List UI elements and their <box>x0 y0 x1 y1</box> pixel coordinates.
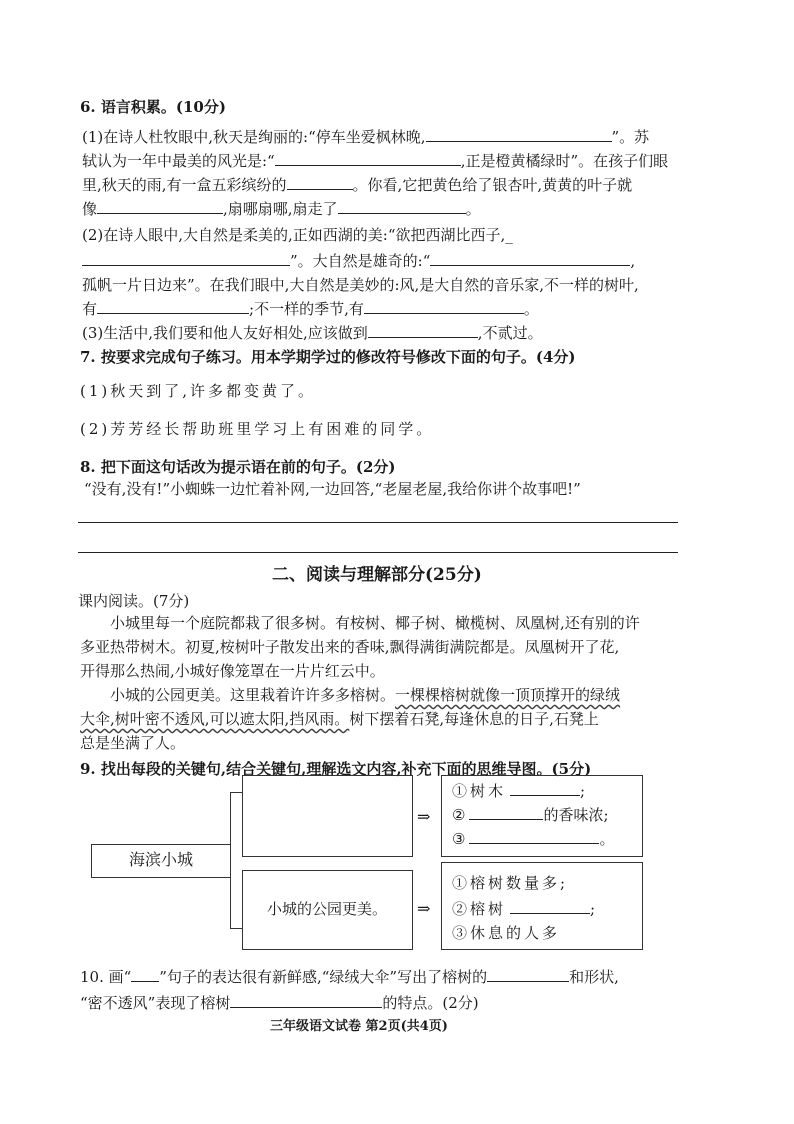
q6-line7: 孤帆一片日边来”。在我们眼中,大自然是美妙的:风,是大自然的音乐家,不一样的树叶, <box>82 276 639 294</box>
passage-p1-line1: 小城里每一个庭院都栽了很多树。有桉树、椰子树、橄榄树、凤凰树,还有别的许 <box>110 614 640 632</box>
q8-title: 8. 把下面这句话改为提示语在前的句子。(2分) <box>80 458 396 476</box>
connector-bottom <box>230 928 242 929</box>
detail-bottom-3: ③休息的人多 <box>452 924 561 942</box>
passage-p2-line2: 大伞,树叶密不透风,可以遮太阳,挡风雨。树下摆着石凳,每逢休息的日子,石凳上 <box>80 710 599 728</box>
wavy-underlined-sentence: 一棵棵榕树就像一顶顶撑开的绿绒 <box>395 686 621 704</box>
q7-sentence-1: (1)秋天到了,许多都变黄了。 <box>80 382 317 400</box>
answer-blank[interactable] <box>230 993 382 1008</box>
q6-title: 6. 语言积累。(10分) <box>80 98 226 116</box>
answer-blank[interactable] <box>338 199 466 214</box>
answer-blank[interactable] <box>510 781 580 796</box>
q6-line9: (3)生活中,我们要和他人友好相处,应该做到 ,不贰过。 <box>82 324 543 342</box>
answer-blank[interactable] <box>510 899 590 914</box>
detail-bottom-1: ①榕树数量多; <box>452 874 569 892</box>
page-footer: 三年级语文试卷 第2页(共4页) <box>270 1019 448 1034</box>
arrow-icon: ⇒ <box>417 899 431 918</box>
answer-line-1[interactable] <box>78 522 678 523</box>
passage-p1-line2: 多亚热带树木。初夏,桉树叶子散发出来的香味,飘得满街满院都是。凤凰树开了花, <box>80 638 620 656</box>
answer-blank[interactable] <box>275 151 461 166</box>
connector-top <box>230 792 242 793</box>
answer-line-2[interactable] <box>78 552 678 553</box>
answer-blank[interactable] <box>426 127 612 142</box>
answer-blank[interactable] <box>487 967 569 982</box>
answer-blank[interactable] <box>97 299 249 314</box>
answer-blank[interactable] <box>469 829 599 844</box>
q7-title: 7. 按要求完成句子练习。用本学期学过的修改符号修改下面的句子。(4分) <box>80 348 576 366</box>
passage-p2-line1: 小城的公园更美。这里栽着许许多多榕树。一棵棵榕树就像一顶顶撑开的绿绒 <box>110 686 621 704</box>
answer-blank[interactable] <box>368 323 478 338</box>
answer-blank[interactable] <box>82 251 290 266</box>
q7-sentence-2: (2)芳芳经长帮助班里学习上有困难的同学。 <box>80 420 435 438</box>
q8-sentence: “没有,没有!”小蜘蛛一边忙着补网,一边回答,“老屋老屋,我给你讲个故事吧!” <box>84 480 581 498</box>
q6-line3: 里,秋天的雨,有一盒五彩缤纷的 。你看,它把黄色给了银杏叶,黄黄的叶子就 <box>82 176 633 194</box>
answer-blank[interactable] <box>287 175 353 190</box>
answer-blank[interactable] <box>97 199 223 214</box>
reading-intro: 课内阅读。(7分) <box>78 592 190 610</box>
detail-bottom-2: ②榕树 ; <box>452 900 599 918</box>
q6-line4: 像 ,扇哪扇哪,扇走了 。 <box>82 200 481 218</box>
connector-vertical <box>230 792 231 928</box>
detail-top-2: ② 的香味浓; <box>452 806 609 824</box>
q6-line1: (1)在诗人杜牧眼中,秋天是绚丽的:“停车坐爱枫林晚, ”。苏 <box>82 128 650 146</box>
mind-map-root-label: 海滨小城 <box>128 850 193 869</box>
detail-top-3: ③ 。 <box>452 830 615 848</box>
detail-top-1: ①树木 ; <box>452 782 589 800</box>
q6-line2: 轼认为一年中最美的风光是:“ ,正是橙黄橘绿时”。在孩子们眼 <box>82 152 669 170</box>
q6-line6: ”。大自然是雄奇的:“ , <box>82 250 635 272</box>
passage-p2-line3: 总是坐满了人。 <box>80 734 186 752</box>
arrow-icon: ⇒ <box>417 807 431 826</box>
q6-line8: 有 ;不一样的季节,有 。 <box>82 300 539 318</box>
q6-line5: (2)在诗人眼中,大自然是柔美的,正如西湖的美:“欲把西湖比西子,_ <box>82 226 513 244</box>
section-2-title: 二、阅读与理解部分(25分) <box>272 565 482 585</box>
q10-line2: “密不透风”表现了榕树 的特点。(2分) <box>80 994 479 1012</box>
answer-blank[interactable] <box>364 299 524 314</box>
answer-blank[interactable] <box>430 251 630 266</box>
q9-title: 9. 找出每段的关键句,结合关键句,理解选文内容,补充下面的思维导图。(5分) <box>80 760 592 778</box>
key-sentence-box-top[interactable] <box>242 775 413 857</box>
q10-line1: 10. 画“ ”句子的表达很有新鲜感,“绿绒大伞”写出了榕树的 和形状, <box>80 968 619 986</box>
key-sentence-bottom: 小城的公园更美。 <box>266 900 387 918</box>
underline-mark <box>131 967 159 982</box>
wavy-underlined-sentence: 大伞,树叶密不透风,可以遮太阳,挡风雨。 <box>80 710 350 728</box>
passage-p1-line3: 开得那么热闹,小城好像笼罩在一片片红云中。 <box>80 662 385 680</box>
answer-blank[interactable] <box>469 805 543 820</box>
